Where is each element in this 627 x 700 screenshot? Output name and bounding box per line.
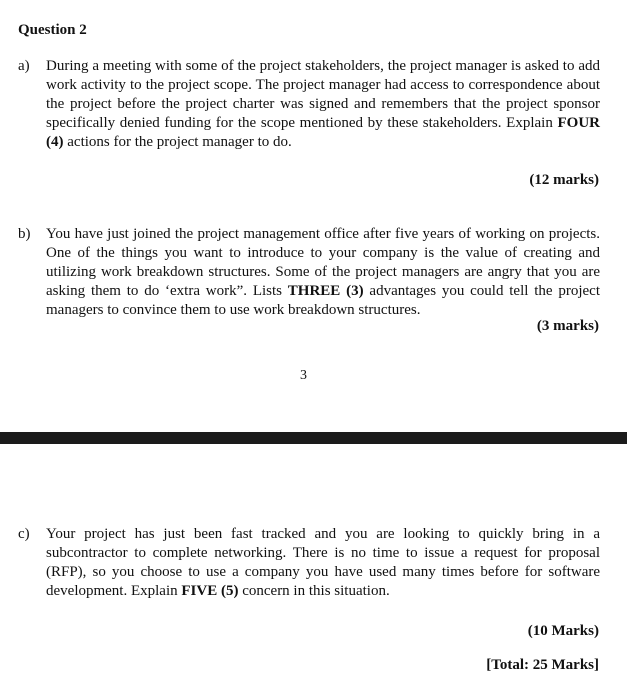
total-marks: [Total: 25 Marks] <box>486 657 599 673</box>
question-c-label: c) <box>18 526 30 542</box>
question-a-marks: (12 marks) <box>529 172 599 188</box>
question-b-marks: (3 marks) <box>536 318 599 334</box>
page-number: 3 <box>300 368 307 383</box>
question-a-text: During a meeting with some of the project stakeholders, the project manager is asked to add work activity to the project scope. The project manager had access to correspondence about the project before the project charter was signed and remembers that the project sponsor specifically denied funding for the scope mentioned by these stakeholders. Explain FOUR (4) actions for the project manager to do. <box>46 58 600 150</box>
question-b-text: You have just joined the project management office after five years of working on projects. One of the things you want to introduce to your company is the value of creating and utilizing work breakdown structures. Some of the project managers are angry that you are asking them to do ‘extra work”. Lists THREE (3) advantages you could tell the project managers to convince them to use work breakdown structures. <box>46 226 600 318</box>
question-c <box>18 525 600 601</box>
page-divider <box>0 432 627 444</box>
question-a <box>18 57 600 152</box>
question-b <box>18 225 600 320</box>
question-b-emphasis: THREE (3) <box>287 283 364 299</box>
question-a-label: a) <box>18 58 30 74</box>
question-c-marks: (10 Marks) <box>527 623 599 639</box>
question-b-label: b) <box>18 226 31 242</box>
question-heading: Question 2 <box>18 22 87 38</box>
question-c-emphasis: FIVE (5) <box>181 583 239 599</box>
question-a-emphasis: FOUR (4) <box>46 115 600 150</box>
question-c-text: Your project has just been fast tracked and you are looking to quickly bring in a subcontractor to complete networking. There is no time to issue a request for proposal (RFP), so you choose to use a company you have used many times before for software development. Explain FIVE (5) concern in this situation. <box>46 526 600 599</box>
